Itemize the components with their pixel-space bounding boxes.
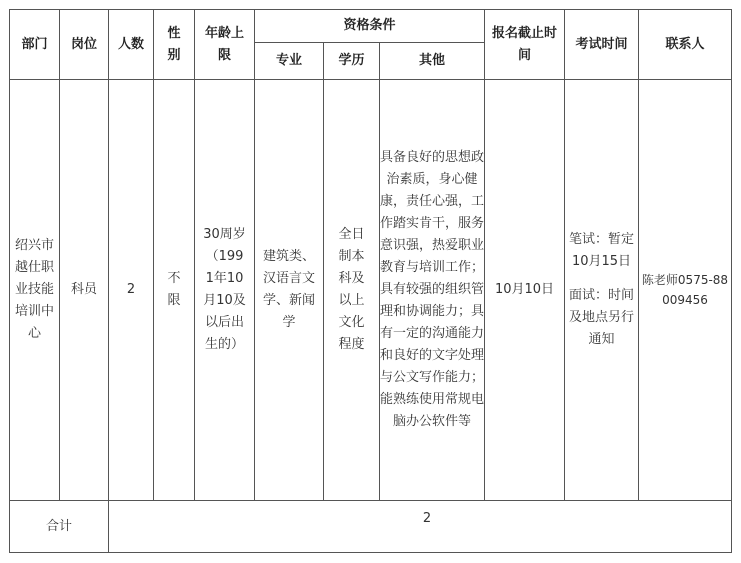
cell-count: 2	[109, 80, 154, 501]
header-qualification: 资格条件	[255, 10, 485, 43]
cell-contact: 陈老师0575-88009456	[639, 80, 732, 501]
header-contact: 联系人	[639, 10, 732, 80]
recruitment-table	[9, 9, 732, 553]
header-post: 岗位	[60, 10, 109, 80]
header-count: 人数	[109, 10, 154, 80]
header-dept: 部门	[10, 10, 60, 80]
cell-education: 全日制本科及以上文化程度	[338, 227, 365, 352]
cell-age-limit: 30周岁（1991年10月10及以后出生的）	[203, 227, 246, 352]
cell-dept: 绍兴市越仕职业技能培训中心	[14, 238, 54, 341]
cell-exam-interview: 面试：时间及地点另行通知	[568, 288, 634, 347]
header-education: 学历	[324, 43, 380, 80]
cell-gender: 不限	[167, 271, 181, 308]
cell-other: 具备良好的思想政治素质，身心健康，责任心强，工作踏实肯干，服务意识强，热爱职业教育与培训工作；具有较强的组织管理和协调能力；具有一定的沟通能力和良好的文字处理与公文写作能力；能熟练使用常规电脑办公软件等	[380, 80, 485, 501]
header-deadline: 报名截止时间	[491, 25, 557, 63]
total-label: 合计	[10, 501, 109, 553]
header-exam-time: 考试时间	[565, 10, 639, 80]
header-major: 专业	[255, 43, 324, 80]
total-value: 2	[109, 501, 732, 553]
cell-exam-written: 笔试：暂定10月15日	[568, 232, 634, 269]
header-age-limit: 年龄上限	[204, 25, 244, 63]
header-other: 其他	[380, 43, 485, 80]
cell-deadline: 10月10日	[485, 80, 565, 501]
cell-major: 建筑类、汉语言文学、新闻学	[262, 249, 315, 330]
cell-post: 科员	[60, 80, 109, 501]
header-gender: 性别	[167, 25, 181, 63]
